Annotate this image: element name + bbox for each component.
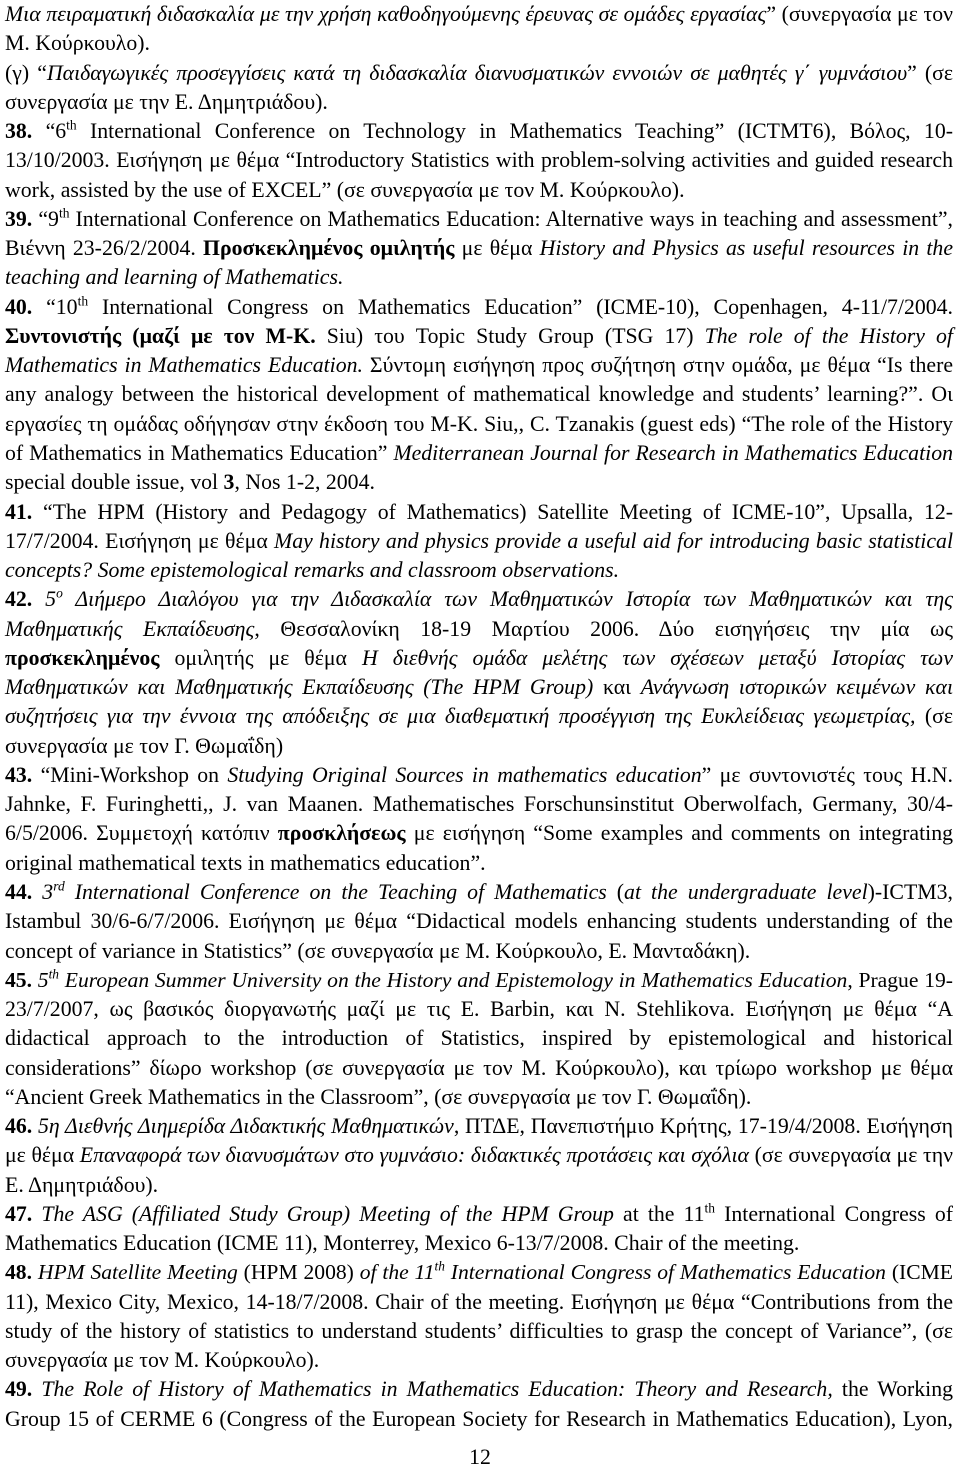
text-line bbox=[5, 878, 953, 907]
italic-text: The ASG (Affiliated Study Group) Meeting of the HPM Group bbox=[41, 1201, 614, 1226]
text-run: special double issue, vol bbox=[5, 470, 224, 495]
italic-text: 3 bbox=[42, 879, 54, 904]
italic-text: HPM Satellite Meeting bbox=[37, 1260, 238, 1285]
italic-text: 5 bbox=[37, 967, 49, 992]
text-run: συνεργασία με τον Γ. Θωμαΐδη) bbox=[5, 733, 284, 758]
text-run: (σε bbox=[915, 704, 953, 729]
entry-38 bbox=[5, 117, 953, 205]
text-line bbox=[5, 29, 953, 58]
text-line bbox=[5, 702, 953, 731]
text-line bbox=[5, 966, 953, 995]
text-run: Ε. Δημητριάδου). bbox=[5, 1172, 159, 1197]
text-line bbox=[5, 176, 953, 205]
text-line bbox=[5, 1200, 953, 1229]
italic-superscript-text: rd bbox=[53, 878, 65, 894]
text-run: “9 bbox=[38, 206, 59, 231]
text-line bbox=[5, 439, 953, 468]
italic-text: International Congress of Mathematics Education bbox=[444, 1260, 886, 1285]
entry-43 bbox=[5, 761, 953, 878]
text-run: International Congress of bbox=[715, 1201, 953, 1226]
italic-text: Mediterranean Journal for Research in Mathematics Education bbox=[393, 440, 953, 465]
text-run: 11), Mexico City, Mexico, 14-18/7/2008. Chair of the meeting. Εισήγηση με θέμα “Contributions from the bbox=[5, 1289, 953, 1314]
italic-text: 5 bbox=[45, 587, 57, 612]
text-line bbox=[5, 263, 953, 292]
text-run: International Conference on Technology in Mathematics Teaching” (ICTMT6), Βόλος, 10- bbox=[76, 119, 953, 144]
text-run: Istambul 30/6-6/7/2006. Εισήγηση με θέμα “Didactical models enhancing students understanding of the bbox=[5, 909, 953, 934]
italic-text: Studying Original Sources in mathematics education bbox=[227, 762, 702, 787]
text-run: 23/7/2007, ως βασικός διοργανωτής μαζί με τις E. Barbin, και N. Stehlikova. Εισήγηση με θέμα “A bbox=[5, 997, 953, 1022]
text-line bbox=[5, 0, 953, 29]
text-run: με θέμα bbox=[5, 1143, 80, 1168]
italic-text: Μαθηματικής Εκπαίδευσης bbox=[5, 616, 255, 641]
entry-41 bbox=[5, 498, 953, 586]
italic-text: concepts? Some epistemological remarks and classroom observations. bbox=[5, 558, 620, 583]
text-run: concept of variance in Statistics” (σε συνεργασία με Μ. Κούρκουλο, Ε. Μανταδάκη). bbox=[5, 938, 751, 963]
text-line bbox=[5, 937, 953, 966]
text-run: “Mini-Workshop on bbox=[40, 762, 228, 787]
text-run: Βιέννη 23-26/2/2004. bbox=[5, 236, 204, 261]
entry-number: 43. bbox=[5, 762, 33, 787]
text-line bbox=[5, 380, 953, 409]
text-run: Siu) του Topic Study Group (TSG 17) bbox=[315, 323, 705, 348]
bold-text: Συντονιστής (μαζί με τον M-K. bbox=[5, 323, 316, 348]
text-run: Σύντομη εισήγηση προς συζήτηση στην ομάδα, με θέμα “Is there bbox=[362, 353, 953, 378]
bold-text: 3 bbox=[223, 470, 235, 495]
text-run: (γ) “ bbox=[5, 60, 47, 85]
text-run: International Congress on Mathematics Education” (ICME-10), Copenhagen, 4-11/7/2004. bbox=[88, 294, 953, 319]
entry-48 bbox=[5, 1258, 953, 1375]
text-line bbox=[5, 293, 953, 322]
entry-46 bbox=[5, 1112, 953, 1200]
text-line bbox=[5, 673, 953, 702]
text-run: (σε συνεργασία με την bbox=[749, 1143, 954, 1168]
entry-number: 38. bbox=[5, 119, 33, 144]
italic-text: The Role of History of Mathematics in Mathematics Education: Theory and Research, bbox=[41, 1377, 833, 1402]
text-run: at the 11 bbox=[613, 1201, 705, 1226]
text-line bbox=[5, 468, 953, 497]
text-line bbox=[5, 732, 953, 761]
text-line bbox=[5, 556, 953, 585]
text-line bbox=[5, 1024, 953, 1053]
entry-number: 39. bbox=[5, 206, 33, 231]
text-run: study of the history of statistics to understand students’ difficulties to grasp the concept of Variance”, (σε bbox=[5, 1318, 953, 1343]
text-run: , Θεσσαλονίκη 18-19 Μαρτίου 2006. Δύο εισηγήσεις την μία ως bbox=[254, 616, 953, 641]
text-line bbox=[5, 1258, 953, 1287]
text-run: , ΠΤΔΕ, Πανεπιστήμιο Κρήτης, 17-19/4/2008. Εισήγηση bbox=[453, 1114, 954, 1139]
text-run: work, assisted by the use of EXCEL” (σε συνεργασία με τον Μ. Κούρκουλο). bbox=[5, 177, 685, 202]
continued-paragraph-2 bbox=[5, 59, 953, 118]
italic-text: Μια πειραματική διδασκαλία με την χρήση καθοδηγούμενης έρευνας σε ομάδες εργασίας bbox=[5, 2, 767, 26]
text-run: International Conference on Mathematics Education: Alternative ways in teaching and assessment”, bbox=[69, 206, 954, 231]
italic-text: teaching and learning of Mathematics. bbox=[5, 265, 344, 290]
text-line bbox=[5, 527, 953, 556]
italic-text: Επαναφορά των διανυσμάτων στο γυμνάσιο: διδακτικές προτάσεις και σχόλια bbox=[79, 1143, 750, 1168]
italic-text: Η διεθνής ομάδα μελέτης των σχέσεων μεταξύ Ιστορίας των bbox=[361, 645, 953, 670]
text-run: 13/10/2003. Εισήγηση με θέμα “Introductory Statistics with problem-solving activities and guided research bbox=[5, 148, 953, 173]
text-line bbox=[5, 322, 953, 351]
text-run: )-ICTM3, bbox=[867, 879, 953, 904]
text-run: ” (συνεργασία με τον bbox=[766, 2, 953, 26]
text-line bbox=[5, 146, 953, 175]
entry-number: 45. bbox=[5, 967, 32, 992]
text-run: (ICME bbox=[885, 1260, 953, 1285]
entry-number: 44. bbox=[5, 879, 33, 904]
text-run: συνεργασία με τον Μ. Κούρκουλο). bbox=[5, 1348, 320, 1373]
text-run: “10 bbox=[46, 294, 78, 319]
text-line bbox=[5, 819, 953, 848]
italic-text: Παιδαγωγικές προσεγγίσεις κατά τη διδασκαλία διανυσματικών εννοιών σε μαθητές γ΄ γυμνάσιου bbox=[46, 60, 908, 85]
text-run: , Nos 1-2, 2004. bbox=[234, 470, 375, 495]
text-run: of Mathematics in Mathematics Education” bbox=[5, 440, 394, 465]
text-run: “6 bbox=[45, 119, 67, 144]
text-run: συνεργασία με την Ε. Δημητριάδου). bbox=[5, 89, 328, 114]
italic-text: History and Physics as useful resources in the bbox=[539, 236, 953, 261]
italic-text: May history and physics provide a useful aid for introducing basic statistical bbox=[274, 528, 953, 553]
entry-42 bbox=[5, 585, 953, 761]
italic-text: Ανάγνωση ιστορικών κειμένων και bbox=[640, 675, 953, 700]
text-line bbox=[5, 1083, 953, 1112]
superscript-text: th bbox=[704, 1200, 716, 1216]
text-line bbox=[5, 585, 953, 614]
entry-number: 46. bbox=[5, 1114, 33, 1139]
entry-number: 48. bbox=[5, 1260, 32, 1285]
text-run: “Ancient Greek Mathematics in the Classroom”, (σε συνεργασία με τον Γ. Θωμαΐδη). bbox=[5, 1084, 752, 1109]
entry-49 bbox=[5, 1375, 953, 1434]
text-run: 17/7/2004. Εισήγηση με θέμα bbox=[5, 528, 275, 553]
text-run: με θέμα bbox=[454, 236, 540, 261]
bold-text: προσκεκλημένος bbox=[5, 645, 160, 670]
italic-superscript-text: ο bbox=[56, 585, 63, 601]
italic-text: of the 11 bbox=[359, 1260, 435, 1285]
text-line bbox=[5, 1171, 953, 1200]
text-line bbox=[5, 1317, 953, 1346]
text-line bbox=[5, 234, 953, 263]
text-run: Group 15 of CERME 6 (Congress of the European Society for Research in Mathematics Education), Lyon, bbox=[5, 1406, 953, 1431]
text-line bbox=[5, 1229, 953, 1258]
text-line bbox=[5, 498, 953, 527]
bold-text: Προσκεκλημένος ομιλητής bbox=[203, 236, 455, 261]
text-run: και bbox=[593, 675, 641, 700]
italic-text: 5η Διεθνής Διημερίδα Διδακτικής Μαθηματικών bbox=[38, 1114, 454, 1139]
text-line bbox=[5, 410, 953, 439]
text-line bbox=[5, 849, 953, 878]
italic-text: The role of the History of bbox=[704, 323, 953, 348]
text-line bbox=[5, 790, 953, 819]
text-line bbox=[5, 907, 953, 936]
text-run: didactical approach to the introduction of Statistics, inspired by epistemological and historical bbox=[5, 1026, 953, 1051]
text-run: Jahnke, F. Furinghetti,, J. van Maanen. Mathematisches Forschunsinstitut Oberwolfach, Germany, 30/4- bbox=[5, 792, 953, 817]
italic-superscript-text: th bbox=[434, 1259, 445, 1275]
entry-number: 49. bbox=[5, 1377, 33, 1402]
text-line bbox=[5, 1288, 953, 1317]
text-run: , Prague 19- bbox=[847, 967, 953, 992]
document-text bbox=[5, 0, 953, 1434]
continued-paragraph-1 bbox=[5, 0, 953, 59]
text-line bbox=[5, 117, 953, 146]
text-run: considerations” δίωρο workshop (σε συνεργασία με τον Μ. Κούρκουλο), και τρίωρο workshop με θέμα bbox=[5, 1055, 953, 1080]
page-number: 12 bbox=[469, 1445, 491, 1469]
italic-text: International Conference on the Teaching of Mathematics bbox=[64, 879, 607, 904]
entry-39 bbox=[5, 205, 953, 293]
text-line bbox=[5, 995, 953, 1024]
bold-text: προσκλήσεως bbox=[277, 821, 406, 846]
italic-text: European Summer University on the History and Epistemology in Mathematics Education bbox=[58, 967, 848, 992]
text-run: εργασίες τη ομάδας οδήγησαν στην έκδοση του M-K. Siu,, C. Tzanakis (guest eds) “The role of the History bbox=[5, 411, 953, 436]
superscript-text: th bbox=[66, 117, 77, 133]
text-run: με εισήγηση “Some examples and comments on integrating bbox=[405, 821, 953, 846]
italic-text: συζητήσεις για την έννοια της απόδειξης σε μια διαθεματική προσέγγιση της Ευκλείδειας γεωμετρίας, bbox=[5, 704, 916, 729]
italic-superscript-text: th bbox=[48, 966, 59, 982]
entry-47 bbox=[5, 1200, 953, 1259]
text-line bbox=[5, 1346, 953, 1375]
text-line bbox=[5, 1112, 953, 1141]
text-line bbox=[5, 351, 953, 380]
text-run: ομιλητής με θέμα bbox=[159, 645, 362, 670]
italic-text: Διήμερο Διαλόγου για την Διδασκαλία των Μαθηματικών Ιστορία των Μαθηματικών και της bbox=[62, 587, 953, 612]
text-line bbox=[5, 59, 953, 88]
italic-text: at the undergraduate level bbox=[624, 879, 868, 904]
text-run: (HPM 2008) bbox=[237, 1260, 360, 1285]
entry-40 bbox=[5, 293, 953, 498]
text-line bbox=[5, 88, 953, 117]
text-line bbox=[5, 1405, 953, 1434]
text-line bbox=[5, 1375, 953, 1404]
text-run: ” (σε bbox=[907, 60, 954, 85]
text-run: ( bbox=[606, 879, 625, 904]
text-run: Mathematics Education (ICME 11), Monterrey, Mexico 6-13/7/2008. Chair of the meeting. bbox=[5, 1231, 800, 1256]
italic-text: Mathematics in Mathematics Education. bbox=[5, 353, 363, 378]
text-run: original mathematical texts in mathematics education”. bbox=[5, 850, 486, 875]
entry-number: 47. bbox=[5, 1201, 33, 1226]
italic-text: Μαθηματικών και Μαθηματικής Εκπαίδευσης (The HPM Group) bbox=[5, 675, 594, 700]
entry-number: 42. bbox=[5, 587, 33, 612]
superscript-text: th bbox=[77, 293, 89, 309]
entry-45 bbox=[5, 966, 953, 1112]
text-run: the Working bbox=[832, 1377, 954, 1402]
text-run: ” με συντονιστές τους H.N. bbox=[701, 762, 953, 787]
text-run: any analogy between the historical development of mathematical knowledge and students’ learning?”. Οι bbox=[5, 382, 953, 407]
text-run: Μ. Κούρκουλο). bbox=[5, 31, 150, 56]
entry-44 bbox=[5, 878, 953, 966]
text-line bbox=[5, 761, 953, 790]
text-line bbox=[5, 644, 953, 673]
text-run: 6/5/2006. Συμμετοχή κατόπιν bbox=[5, 821, 278, 846]
text-line bbox=[5, 1141, 953, 1170]
text-line bbox=[5, 205, 953, 234]
text-line bbox=[5, 615, 953, 644]
superscript-text: th bbox=[58, 205, 70, 221]
entry-number: 41. bbox=[5, 499, 33, 524]
entry-number: 40. bbox=[5, 294, 33, 319]
text-line bbox=[5, 1054, 953, 1083]
text-run: “The HPM (History and Pedagogy of Mathematics) Satellite Meeting of ICME-10”, Upsalla, 12- bbox=[43, 499, 953, 524]
